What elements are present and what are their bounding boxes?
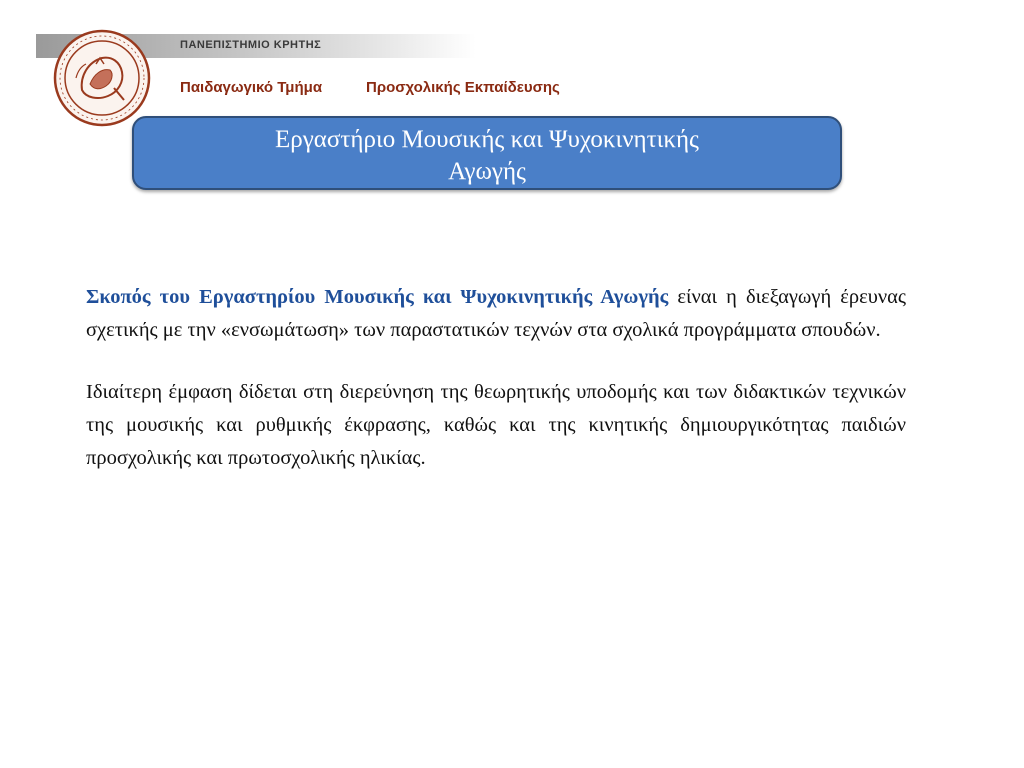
university-name: ΠΑΝΕΠΙΣΤΗΜΙΟ ΚΡΗΤΗΣ xyxy=(180,39,322,51)
university-seal-icon xyxy=(52,28,152,128)
slide-title-line1: Εργαστήριο Μουσικής και Ψυχοκινητικής xyxy=(275,126,699,153)
paragraph-emphasis: Ιδιαίτερη έμφαση δίδεται στη διερεύνηση της θεωρητικής υποδομής και των διδακτικών τεχνικών της μουσικής και ρυθμικής έκφρασης, καθώς και της κινητικής δημιουργικότητας παιδιών προσχολικής και πρωτοσχολικής ηλικίας. xyxy=(86,381,906,469)
slide-body xyxy=(86,281,906,475)
purpose-highlight: Σκοπός του Εργαστηρίου Μουσικής και Ψυχοκινητικής Αγωγής xyxy=(86,286,669,308)
slide-title-line2: Αγωγής xyxy=(448,158,526,185)
department-name: Παιδαγωγικό Τμήμα xyxy=(180,79,323,96)
paragraph-gap xyxy=(86,347,906,376)
slide-title-box xyxy=(132,116,842,190)
paragraph-purpose xyxy=(86,281,906,347)
purpose-text: είναι η διεξαγωγή έρευνας σχετικής με την «ενσωμάτωση» των παραστατικών τεχνών στα σχολικά προγράμματα σπουδών. xyxy=(86,286,907,341)
department-subtitle: Προσχολικής Εκπαίδευσης xyxy=(366,79,560,96)
